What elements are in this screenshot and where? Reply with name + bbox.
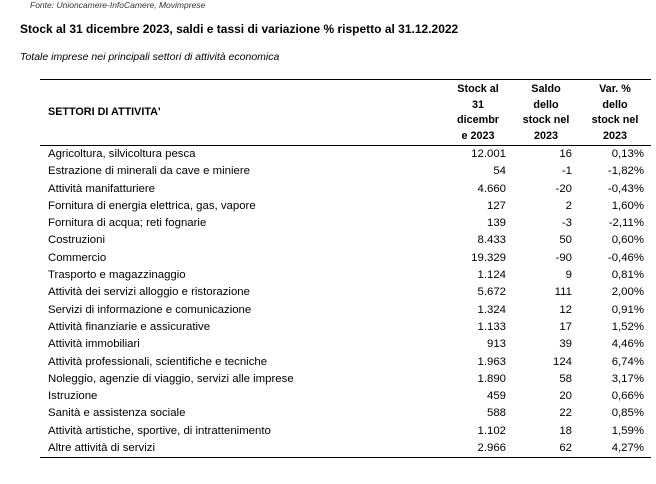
cell-stock: 5.672 [477, 286, 506, 299]
cell-saldo: 22 [559, 407, 572, 420]
table-row [40, 284, 651, 301]
table-row [40, 163, 651, 180]
cell-saldo: 2 [565, 199, 572, 212]
cell-sector: Estrazione di minerali da cave e miniere [48, 165, 250, 178]
cell-saldo: -90 [555, 251, 572, 264]
table-row [40, 267, 651, 284]
source-note: Fonte: Unioncamere-InfoCamere, Movimprese [30, 0, 206, 10]
cell-var: 0,91% [611, 303, 644, 316]
header-var-line: stock nel [591, 114, 639, 126]
header-saldo-line: stock nel [522, 114, 570, 126]
cell-saldo: 62 [559, 442, 572, 455]
cell-stock: 1.124 [477, 269, 506, 282]
table-row [40, 181, 651, 198]
page-title: Stock al 31 dicembre 2023, saldi e tassi di variazione % rispetto al 31.12.2022 [20, 22, 459, 36]
table-row [40, 198, 651, 215]
cell-var: 0,66% [611, 390, 644, 403]
cell-saldo: 9 [565, 269, 572, 282]
cell-sector: Attività dei servizi alloggio e ristorazione [48, 286, 250, 299]
cell-saldo: 20 [559, 390, 572, 403]
header-var-line: dello [602, 98, 628, 111]
cell-saldo: 124 [552, 355, 572, 368]
table-row [40, 250, 651, 267]
cell-var: 1,60% [611, 199, 644, 212]
table-row [40, 146, 651, 164]
cell-stock: 1.963 [477, 355, 506, 368]
header-sector: SETTORI DI ATTIVITA' [48, 106, 161, 119]
cell-stock: 139 [486, 217, 506, 230]
cell-var: -1,82% [607, 165, 644, 178]
cell-saldo: 17 [559, 320, 572, 333]
cell-var: -0,43% [607, 182, 644, 195]
cell-saldo: 16 [559, 148, 572, 160]
cell-var: 0,85% [611, 407, 644, 420]
cell-saldo: -3 [561, 217, 572, 230]
header-stock-line: dicembr [456, 114, 499, 126]
cell-var: 1,52% [611, 320, 644, 333]
cell-sector: Costruzioni [48, 234, 105, 247]
cell-saldo: -20 [555, 182, 572, 195]
cell-stock: 127 [486, 199, 506, 212]
cell-stock: 2.966 [477, 442, 506, 455]
cell-sector: Attività professionali, scientifiche e tecniche [48, 355, 268, 368]
header-stock [443, 80, 513, 146]
cell-sector: Fornitura di acqua; reti fognarie [48, 217, 207, 230]
cell-var: 3,17% [611, 372, 644, 385]
table-row [40, 440, 651, 458]
cell-var: 4,46% [611, 338, 644, 351]
cell-var: -0,46% [607, 251, 644, 264]
cell-sector: Commercio [48, 251, 107, 264]
cell-stock: 459 [486, 390, 506, 403]
cell-stock: 1.890 [477, 372, 506, 385]
header-var [579, 80, 651, 146]
cell-saldo: 18 [559, 424, 572, 437]
table-row [40, 302, 651, 319]
cell-var: 1,59% [611, 424, 644, 437]
cell-stock: 913 [486, 338, 506, 351]
header-row [40, 80, 651, 146]
cell-var: 2,00% [611, 286, 644, 299]
cell-sector: Fornitura di energia elettrica, gas, vapore [48, 199, 256, 212]
table-row [40, 232, 651, 249]
cell-sector: Istruzione [48, 390, 98, 403]
cell-sector: Attività finanziarie e assicurative [48, 320, 211, 333]
cell-sector: Noleggio, agenzie di viaggio, servizi alle imprese [48, 372, 294, 385]
cell-var: 0,13% [611, 148, 644, 160]
cell-stock: 4.660 [477, 182, 506, 195]
cell-sector: Attività manifatturiere [48, 182, 155, 195]
header-saldo [513, 80, 579, 146]
cell-saldo: 12 [559, 303, 572, 316]
cell-saldo: -1 [561, 165, 572, 178]
header-stock-line: e 2023 [461, 129, 495, 142]
table-row [40, 405, 651, 422]
cell-var: 4,27% [611, 442, 644, 455]
cell-stock: 1.133 [477, 320, 506, 333]
cell-saldo: 58 [559, 372, 572, 385]
cell-stock: 19.329 [471, 251, 506, 264]
cell-stock: 54 [493, 165, 506, 178]
cell-stock: 1.324 [477, 303, 506, 316]
table-row [40, 423, 651, 440]
cell-var: 0,81% [611, 269, 644, 282]
cell-stock: 1.102 [477, 424, 506, 437]
cell-sector: Sanità e assistenza sociale [48, 407, 186, 420]
header-saldo-line: dello [533, 98, 559, 111]
cell-sector: Servizi di informazione e comunicazione [48, 303, 252, 316]
cell-sector: Attività artistiche, sportive, di intrattenimento [48, 424, 271, 437]
header-stock-line: 31 [471, 98, 484, 111]
header-var-line: Var. % [599, 83, 631, 95]
header-saldo-line: Saldo [531, 83, 561, 95]
cell-var: 6,74% [611, 355, 644, 368]
header-var-line: 2023 [602, 129, 628, 142]
table-body [40, 146, 651, 458]
table-subtitle: Totale imprese nei principali settori di attività economica [20, 51, 280, 63]
table-row [40, 388, 651, 405]
cell-var: -2,11% [608, 217, 644, 230]
cell-saldo: 50 [559, 234, 572, 247]
sector-table [40, 79, 651, 458]
table-row [40, 354, 651, 371]
cell-stock: 588 [486, 407, 506, 420]
cell-sector: Trasporto e magazzinaggio [48, 269, 186, 282]
cell-sector: Agricoltura, silvicoltura pesca [48, 148, 196, 160]
cell-saldo: 39 [559, 338, 572, 351]
cell-sector: Altre attività di servizi [48, 442, 155, 455]
cell-stock: 12.001 [471, 148, 506, 160]
table-row [40, 371, 651, 388]
table-row [40, 336, 651, 353]
header-saldo-line: 2023 [533, 129, 559, 142]
cell-var: 0,60% [611, 234, 644, 247]
header-stock-line: Stock al [457, 83, 499, 95]
cell-saldo: 111 [554, 286, 572, 299]
table-header [40, 80, 651, 146]
table-row [40, 215, 651, 232]
table-row [40, 319, 651, 336]
cell-stock: 8.433 [477, 234, 506, 247]
cell-sector: Attività immobiliari [48, 338, 140, 351]
